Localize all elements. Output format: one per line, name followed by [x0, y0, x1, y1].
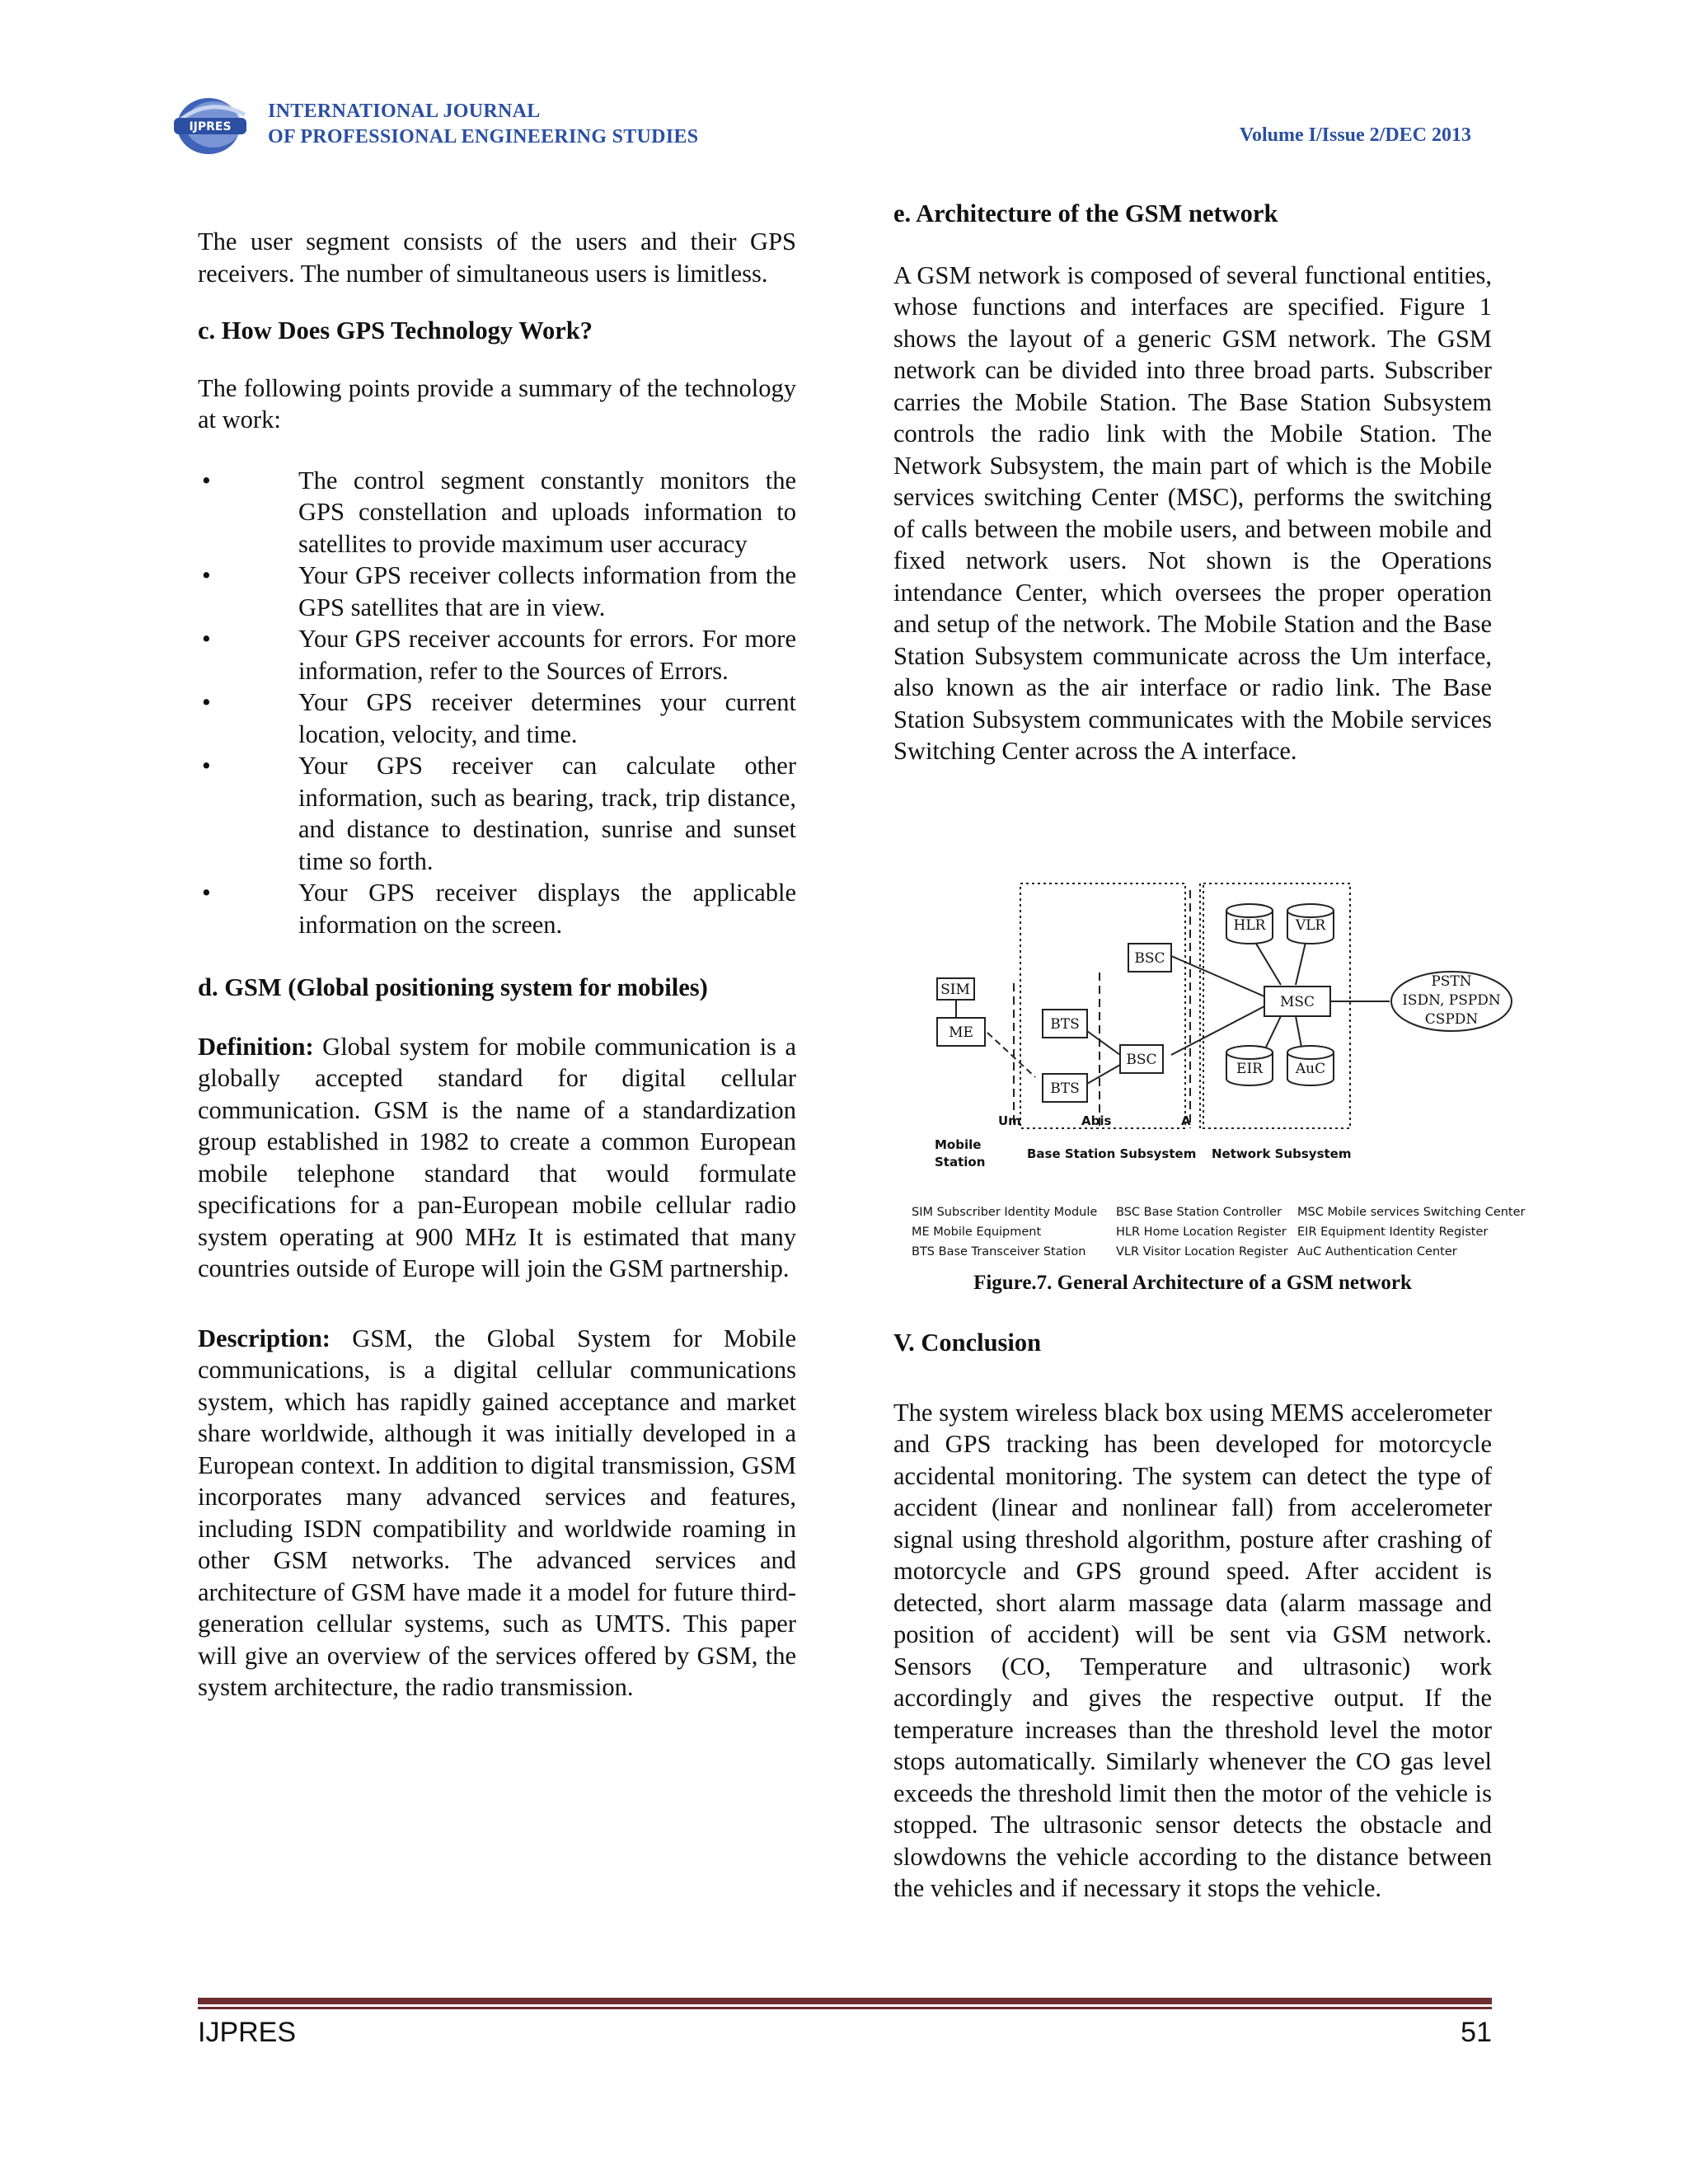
bsc-label-2: BSC: [1126, 1052, 1157, 1068]
mobile-station-label-1: Mobile: [935, 1137, 982, 1152]
list-item: • Your GPS receiver accounts for errors. For more information, refer to the Sources of Errors.: [202, 625, 796, 685]
bullet-icon: •: [202, 561, 211, 589]
definition-paragraph: [198, 1031, 796, 1285]
legend-item: VLR Visitor Location Register: [1116, 1245, 1288, 1258]
user-segment-paragraph: The user segment consists of the users and their GPS receivers. The number of simultaneous users is limitless.: [198, 227, 796, 288]
left-column: [198, 198, 796, 1704]
nss-label: Network Subsystem: [1212, 1146, 1352, 1161]
bss-label: Base Station Subsystem: [1027, 1146, 1197, 1161]
list-item: • Your GPS receiver displays the applicable information on the screen.: [202, 879, 796, 939]
section-c-heading: c. How Does GPS Technology Work?: [198, 316, 593, 344]
legend-item: SIM Subscriber Identity Module: [912, 1206, 1098, 1219]
definition-label: Definition:: [198, 1032, 314, 1061]
section-e-heading: e. Architecture of the GSM network: [893, 199, 1278, 227]
journal-title: [268, 99, 698, 150]
cspdn-label: CSPDN: [1424, 1011, 1479, 1028]
mobile-station-label-2: Station: [935, 1155, 986, 1169]
bullet-icon: •: [202, 688, 211, 716]
bullet-icon: •: [202, 879, 211, 907]
footer-rule: [198, 1998, 1492, 2009]
legend-item: BSC Base Station Controller: [1116, 1206, 1282, 1219]
bullet-icon: •: [202, 752, 211, 780]
legend-item: BTS Base Transceiver Station: [912, 1245, 1086, 1258]
section-d-heading: d. GSM (Global positioning system for mobiles): [198, 973, 708, 1001]
bullet-icon: •: [202, 466, 211, 494]
figure-caption: Figure.7. General Architecture of a GSM network: [973, 1272, 1412, 1294]
um-interface-label: Um: [998, 1113, 1021, 1128]
list-item: • Your GPS receiver can calculate other information, such as bearing, track, trip distance, and distance to destination, sunrise and sunset time so forth.: [202, 752, 796, 875]
section-e-paragraph: A GSM network is composed of several functional entities, whose functions and interfaces are specified. Figure 1 shows the layout of a generic GSM network. The GSM network can be divided into three broad parts. Subscriber carries the Mobile Station. The Base Station Subsystem controls the radio link with the Mobile Station. The Network Subsystem, the main part of which is the Mobile services switching Center (MSC), performs the switching of calls between the mobile users, and between mobile and fixed network users. Not shown is the Operations intendance Center, which oversees the proper operation and setup of the network. The Mobile Station and the Base Station Subsystem communicate across the Um interface, also known as the air interface or radio link. The Base Station Subsystem communicates with the Mobile services Switching Center across the A interface.: [893, 260, 1492, 765]
page-number: 51: [1461, 2017, 1492, 2048]
me-label: ME: [949, 1024, 973, 1041]
eir-label: EIR: [1236, 1061, 1263, 1077]
footer-journal: IJPRES: [198, 2017, 297, 2048]
bullet-icon: •: [202, 625, 211, 653]
conclusion-paragraph: The system wireless black box using MEMS accelerometer and GPS tracking has been developed for motorcycle accidental monitoring. The system can detect the type of accident (linear and nonlinear fall) from accelerometer signal using threshold algorithm, posture after crashing of motorcycle and GPS ground speed. After accident is detected, short alarm massage data (alarm massage and position of accident) will be sent via GSM network. Sensors (CO, Temperature and ultrasonic) work accordingly and gives the respective output. If the temperature increases than the threshold level the motor stops automatically. Similarly whenever the CO gas level exceeds the threshold limit then the motor of the vehicle is stopped. The ultrasonic sensor detects the obstacle and slowdowns the vehicle according to the distance between the vehicles and if necessary it stops the vehicle.: [893, 1398, 1492, 1902]
section-c-intro: The following points provide a summary of the technology at work:: [198, 373, 796, 434]
journal-title-line1: INTERNATIONAL JOURNAL: [268, 101, 541, 122]
gps-bullet-list: [198, 465, 796, 941]
legend-item: MSC Mobile services Switching Center: [1297, 1206, 1526, 1219]
legend-item: ME Mobile Equipment: [912, 1226, 1042, 1239]
journal-title-line2: OF PROFESSIONAL ENGINEERING STUDIES: [268, 126, 699, 148]
bsc-label-1: BSC: [1134, 950, 1165, 967]
pstn-label: PSTN: [1431, 973, 1472, 990]
a-interface-label: A: [1181, 1113, 1191, 1128]
definition-text: Global system for mobile communication is a globally accepted standard for digital cellular communication. GSM is the name of a standardization group established in 1982 to create a common European mobile telephone standard that would formulate specifications for a pan-European mobile cellular radio system operating at 900 MHz It is estimated that many countries outside of Europe will join the GSM partnership.: [198, 1032, 796, 1282]
hlr-label: HLR: [1233, 917, 1266, 934]
volume-issue: Volume I/Issue 2/DEC 2013: [1239, 124, 1471, 146]
bts-label-1: BTS: [1050, 1016, 1080, 1033]
figure-legend: [912, 1206, 1526, 1258]
right-column: [893, 198, 1492, 767]
vlr-label: VLR: [1295, 917, 1326, 934]
msc-label: MSC: [1279, 994, 1315, 1010]
legend-item: AuC Authentication Center: [1297, 1245, 1457, 1258]
sim-label: SIM: [940, 982, 970, 998]
description-text: GSM, the Global System for Mobile communications, is a digital cellular communications system, which has rapidly gained acceptance and market share worldwide, although it was initially developed in a European context. In addition to digital transmission, GSM incorporates many advanced services and features, including ISDN compatibility and worldwide roaming in other GSM networks. The advanced services and architecture of GSM have made it a model for future third-generation cellular systems, such as UMTS. This paper will give an overview of the services offered by GSM, the system architecture, the radio transmission.: [198, 1324, 796, 1701]
logo-text: IJPRES: [189, 120, 232, 134]
legend-item: HLR Home Location Register: [1116, 1226, 1287, 1239]
description-label: Description:: [198, 1324, 331, 1352]
isdn-label: ISDN, PSPDN: [1402, 992, 1501, 1009]
description-paragraph: [198, 1323, 796, 1704]
legend-item: EIR Equipment Identity Register: [1297, 1226, 1489, 1239]
list-item: • Your GPS receiver collects information from the GPS satellites that are in view.: [202, 561, 796, 621]
journal-logo: [171, 93, 250, 159]
auc-label: AuC: [1295, 1061, 1326, 1077]
abis-interface-label: Abis: [1081, 1113, 1112, 1128]
list-item: • The control segment constantly monitors the GPS constellation and uploads information to satellites to provide maximum user accuracy: [202, 466, 796, 558]
list-item: • Your GPS receiver determines your current location, velocity, and time.: [202, 688, 796, 748]
gsm-architecture-figure: [893, 878, 1536, 1315]
conclusion-section: [893, 1327, 1492, 1905]
bts-label-2: BTS: [1050, 1080, 1080, 1097]
section-v-heading: V. Conclusion: [893, 1329, 1042, 1357]
